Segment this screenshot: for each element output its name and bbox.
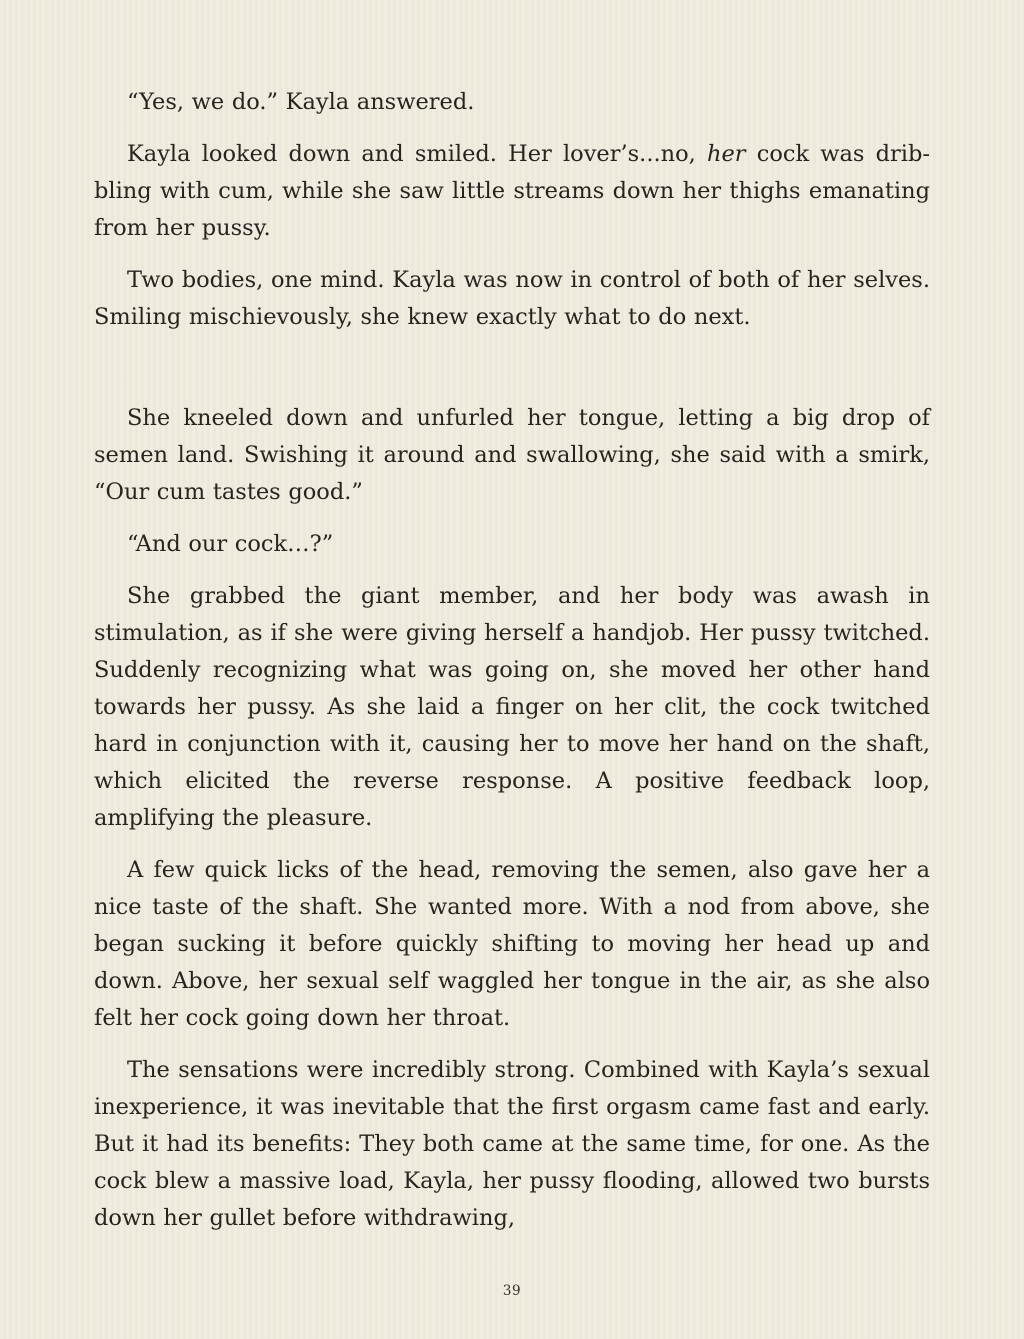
italic-text-run: her <box>707 141 746 167</box>
page-text <box>94 84 930 1237</box>
text-run: The sensations were incredibly strong. Combined with Kayla’s sexual inexperience, it was inevitable that the first orgasm came fast and early. But it had its benefits: They both came at the same time, for one. As the cock blew a massive load, Kayla, her pussy flooding, allowed two bursts down her gullet before withdrawing, <box>94 1057 930 1231</box>
paragraph <box>94 262 930 336</box>
paragraph <box>94 84 930 121</box>
text-run: Kayla looked down and smiled. Her lover’s...no, <box>127 141 707 167</box>
paragraph <box>94 526 930 563</box>
paragraph <box>94 1052 930 1237</box>
page-number: 39 <box>502 1283 522 1299</box>
paragraph <box>94 578 930 837</box>
paragraph <box>94 400 930 511</box>
paragraph <box>94 852 930 1037</box>
scene-break <box>94 351 930 400</box>
paragraph <box>94 136 930 247</box>
text-run: “And our cock…?” <box>127 531 334 557</box>
text-run: “Yes, we do.” Kayla answered. <box>127 89 475 115</box>
text-run: She kneeled down and unfurled her tongue, letting a big drop of semen land. Swishing it around and swallowing, she said with a smirk, “Our cum tastes good.” <box>94 405 930 505</box>
text-run: Two bodies, one mind. Kayla was now in control of both of her selves. Smiling mischievously, she knew exactly what to do next. <box>94 267 930 330</box>
text-run: She grabbed the giant member, and her body was awash in stimulation, as if she were giving herself a handjob. Her pussy twitched. Suddenly recognizing what was going on, she moved her other hand towards her pussy. As she laid a finger on her clit, the cock twitched hard in conjunction with it, causing her to move her hand on the shaft, which elicited the reverse response. A positive feedback loop, amplifying the pleasure. <box>94 583 930 831</box>
text-run: cock was dribbling with cum, while she saw little streams down her thighs emanating from her pussy. <box>94 141 930 241</box>
text-run: A few quick licks of the head, removing the semen, also gave her a nice taste of the shaft. She wanted more. With a nod from above, she began sucking it before quickly shifting to moving her head up and down. Above, her sexual self waggled her tongue in the air, as she also felt her cock going down her throat. <box>94 857 930 1031</box>
